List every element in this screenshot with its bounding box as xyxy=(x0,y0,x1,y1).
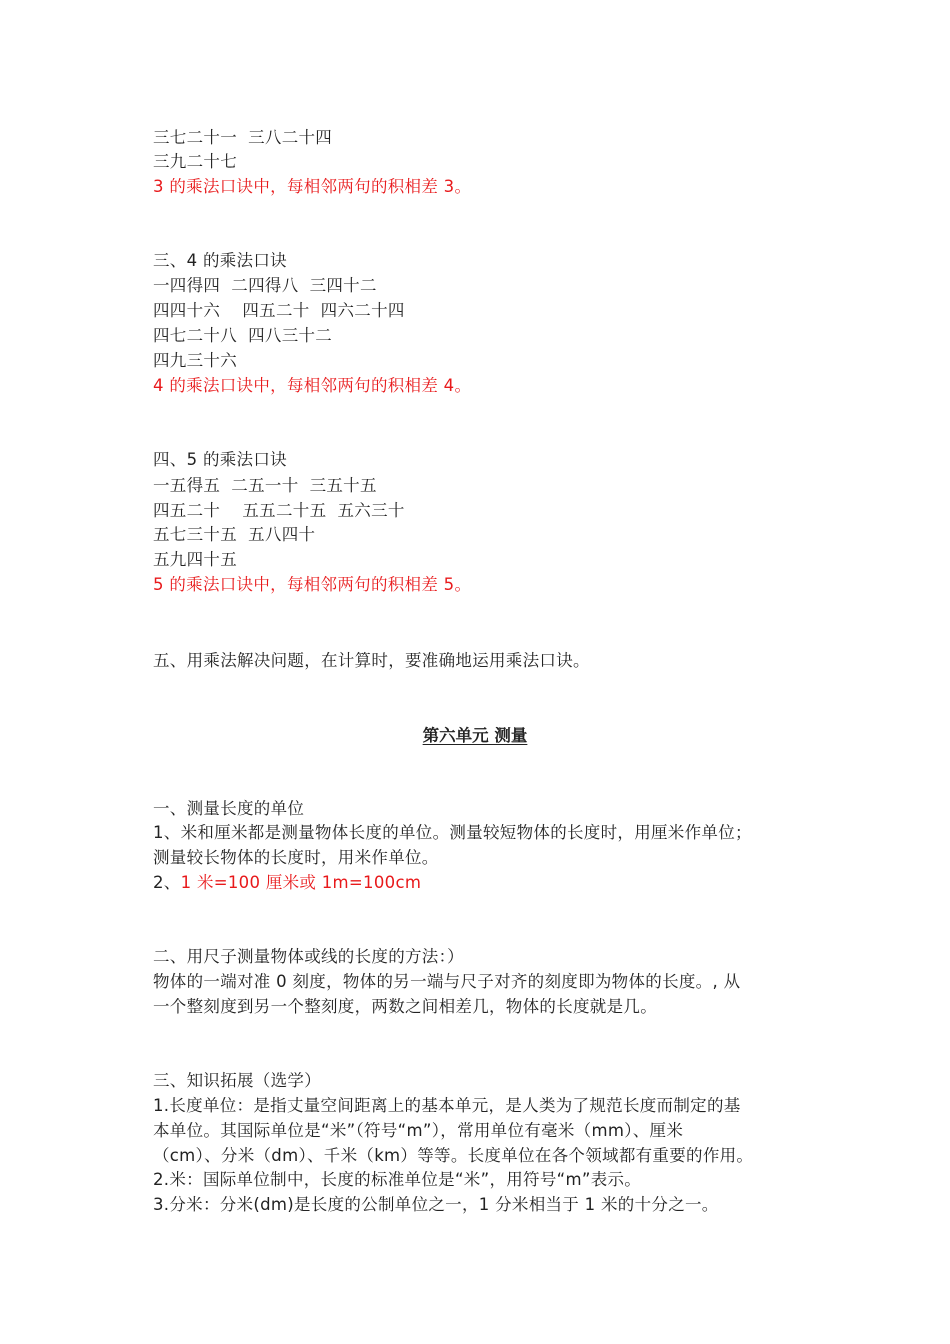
text-line: 五七三十五 五八四十 xyxy=(153,525,316,544)
text-line: 三九二十七 xyxy=(153,152,237,171)
highlight-note: 4 的乘法口诀中，每相邻两句的积相差 4。 xyxy=(153,376,472,395)
highlight-formula: 1 米=100 厘米或 1m=100cm xyxy=(180,873,422,892)
section-title: 五、用乘法解决问题，在计算时，要准确地运用乘法口诀。 xyxy=(153,651,590,670)
text-line xyxy=(153,872,421,894)
text-line: 一个整刻度到另一个整刻度，两数之间相差几，物体的长度就是几。 xyxy=(153,997,657,1016)
text-line: 四五二十 五五二十五 五六三十 xyxy=(153,501,405,520)
text-line: 1.长度单位：是指丈量空间距离上的基本单元，是人类为了规范长度而制定的基 xyxy=(153,1096,741,1115)
section-title: 三、4 的乘法口诀 xyxy=(153,251,287,270)
text-line: 一五得五 二五一十 三五十五 xyxy=(153,476,377,495)
text-line: 1、米和厘米都是测量物体长度的单位。测量较短物体的长度时，用厘米作单位； xyxy=(153,823,752,842)
section-title: 四、5 的乘法口诀 xyxy=(153,450,287,469)
text-line: 五九四十五 xyxy=(153,550,237,569)
text-line: 四九三十六 xyxy=(153,351,237,370)
text-line: 一四得四 二四得八 三四十二 xyxy=(153,276,377,295)
text-line: 三七二十一 三八二十四 xyxy=(153,128,333,147)
section-title: 三、知识拓展（选学） xyxy=(153,1071,321,1090)
text-line: 本单位。其国际单位是“米”（符号“m”），常用单位有毫米（mm）、厘米 xyxy=(153,1121,684,1140)
highlight-note: 3 的乘法口诀中，每相邻两句的积相差 3。 xyxy=(153,177,472,196)
highlight-note: 5 的乘法口诀中，每相邻两句的积相差 5。 xyxy=(153,575,472,594)
text-line: （cm）、分米（dm）、千米（km）等等。长度单位在各个领域都有重要的作用。 xyxy=(153,1146,754,1165)
unit-heading: 第六单元 测量 xyxy=(422,726,528,745)
text-line: 3.分米：分米(dm)是长度的公制单位之一，1 分米相当于 1 米的十分之一。 xyxy=(153,1195,719,1214)
text-line: 四七二十八 四八三十二 xyxy=(153,326,333,345)
item-number: 2、 xyxy=(153,873,181,892)
text-line: 2.米：国际单位制中，长度的标准单位是“米”，用符号“m”表示。 xyxy=(153,1170,642,1189)
text-line: 物体的一端对准 0 刻度，物体的另一端与尺子对齐的刻度即为物体的长度。, 从 xyxy=(153,972,741,991)
text-line: 四四十六 四五二十 四六二十四 xyxy=(153,301,405,320)
section-title: 二、用尺子测量物体或线的长度的方法：） xyxy=(153,947,464,966)
section-title: 一、测量长度的单位 xyxy=(153,799,305,818)
text-line: 测量较长物体的长度时，用米作单位。 xyxy=(153,848,439,867)
